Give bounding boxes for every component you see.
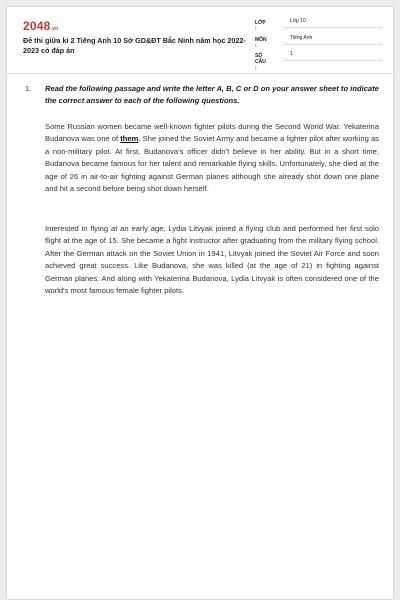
passage-text: Some Russian women became well-known fighter pilots during the Second World War. Yekaterina Budanova was one of <box>45 122 379 144</box>
passage-paragraph-1 <box>45 121 379 195</box>
meta-class-value: Lớp 10 <box>285 18 382 28</box>
logo-suffix: .vn <box>50 26 59 32</box>
passage-keyword: them <box>120 134 139 144</box>
document-page <box>6 6 394 600</box>
logo-text: 2048 <box>23 19 51 33</box>
question-number: 1. <box>25 84 32 93</box>
document-header <box>7 7 393 74</box>
question-prompt: Read the following passage and write the letter A, B, C or D on your answer sheet to indicate the correct answer to each of the following questions. <box>45 84 379 106</box>
passage-text: . She joined the Soviet Army and became a lighter pilot after working as a non-military pilot. At first, Budanova's officer didn't believe in her ability. But in a short time, Budanova became famous for her talent and remarkable flying skills. Unfortunately, she died at the age of 26 in air-to-air fighting against German planes although she already shot down one plane and hit a second before being shot down herself. <box>45 134 379 194</box>
exam-title: Đề thi giữa kì 2 Tiếng Anh 10 Sở GD&ĐT Bắc Ninh năm học 2022-2023 có đáp án <box>23 36 246 55</box>
meta-class-label: LỚP : <box>255 20 266 32</box>
passage-paragraph-2: Interested in flying at an early age, Lydia Litvyak joined a flying club and performed her first solo flight at the age of 15. She became a fight instructor after graduating from the military flying school. After the German attack on the Soviet Union in 1941, Litvyak joined the Soviet Air Force and soon achieved great success. Like Budanova, she was killed (at the age of 21) in fighting against German planes. And along with Yekaterina Budanova, Lydia Litvyak is often considered one of the world's most famous female fighter pilots. <box>45 224 379 296</box>
meta-question-count-label: SỐ CÂU : <box>255 53 266 71</box>
site-logo[interactable] <box>23 19 58 33</box>
meta-subject-label: MÔN : <box>255 37 267 49</box>
meta-subject-value: Tiếng Anh <box>285 35 382 45</box>
meta-question-count-value: 1 <box>285 51 382 61</box>
